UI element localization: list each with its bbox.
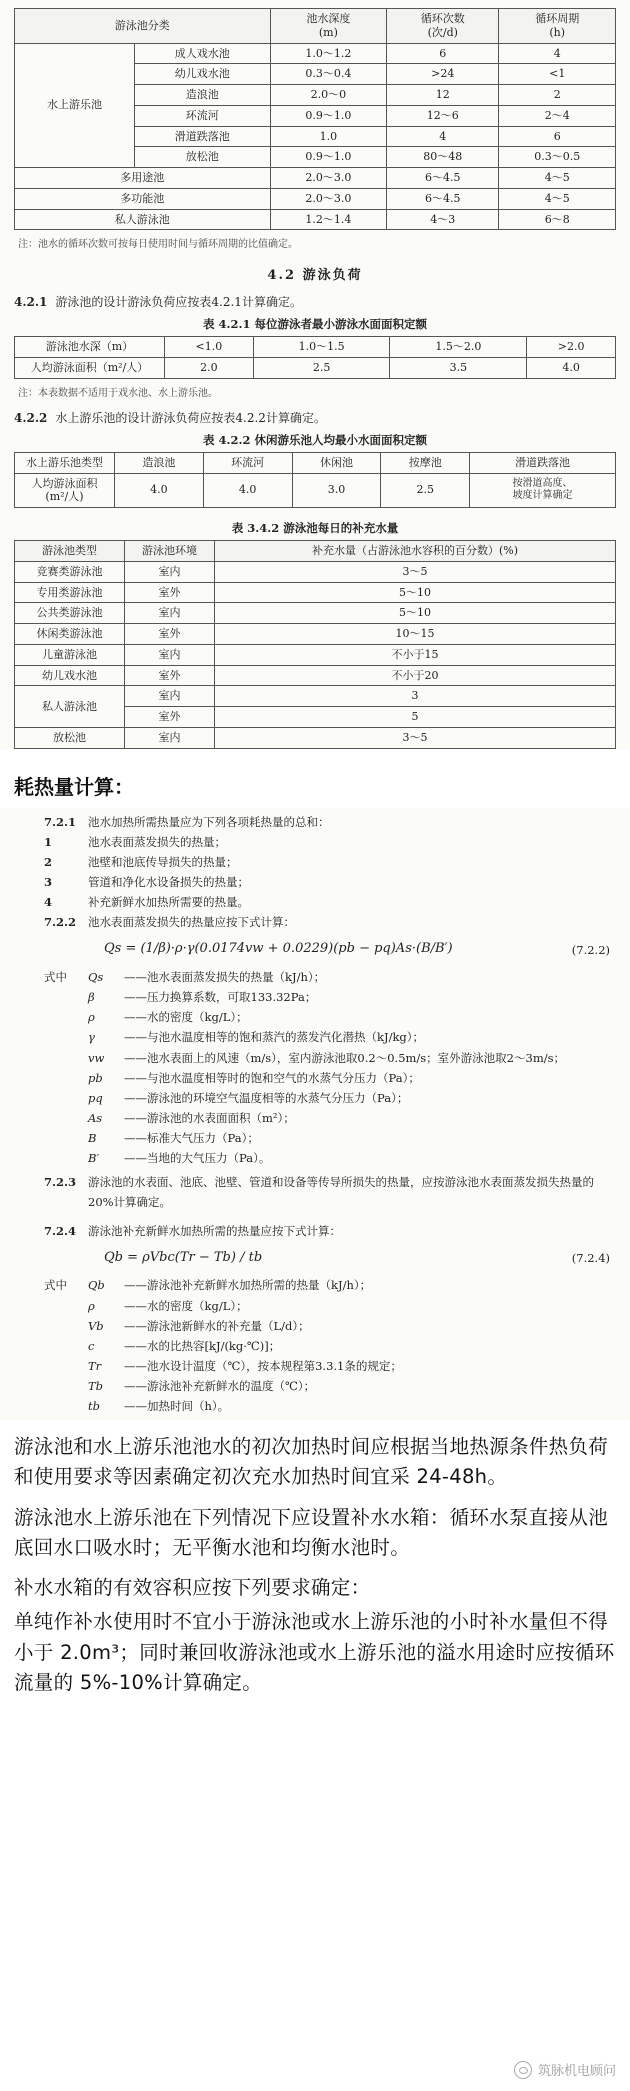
symbol: β — [88, 990, 95, 1005]
table4-cell: 儿童游泳池 — [15, 644, 125, 665]
definition-row — [44, 987, 610, 1007]
table3-cell: 2.5 — [381, 473, 470, 508]
table1-cell: 6～8 — [499, 209, 616, 230]
equation-number: (7.2.2) — [571, 942, 610, 957]
item-number: 2 — [44, 854, 53, 869]
leisure-pool-area-table — [14, 452, 616, 508]
table1-cell: 滑道跌落池 — [135, 126, 271, 147]
item-text: 池水表面蒸发损失的热量； — [88, 834, 226, 849]
definition: ——游泳池新鲜水的补充量（L/d）； — [124, 1318, 310, 1333]
table-row — [15, 358, 616, 379]
list-item — [44, 872, 610, 892]
table1-cell: 环流河 — [135, 105, 271, 126]
paragraph: 游泳池水上游乐池在下列情况下应设置补水水箱：循环水泵直接从池底回水口吸水时；无平衡水池和均衡水池时。 — [14, 1505, 609, 1559]
table4-cell: 室内 — [125, 603, 215, 624]
table1-cell: 6 — [387, 43, 499, 64]
table4-cell: 室内 — [125, 727, 215, 748]
table2-cell: 1.0～1.5 — [253, 337, 390, 358]
table1-cell: 4～3 — [387, 209, 499, 230]
clause-text: 游泳池的设计游泳负荷应按表4.2.1计算确定。 — [55, 295, 302, 310]
table1-cell: 1.0～1.2 — [270, 43, 387, 64]
table-row — [15, 561, 616, 582]
table-row — [15, 473, 616, 508]
table4-cell: 室内 — [125, 644, 215, 665]
table2-cell: 3.5 — [390, 358, 527, 379]
table4-cell: 幼儿戏水池 — [15, 665, 125, 686]
table4-cell: 3～5 — [215, 561, 616, 582]
clause-7-2-2 — [44, 912, 610, 932]
table1-group-label: 水上游乐池 — [15, 43, 135, 168]
symbol: vw — [88, 1050, 105, 1065]
definition-row — [44, 1128, 610, 1148]
table1-cell: 12～6 — [387, 105, 499, 126]
definition: ——水的密度（kg/L）； — [124, 1298, 248, 1313]
table3-cell: 按滑道高度、 坡度计算确定 — [470, 473, 616, 508]
table1-cell: 多功能池 — [15, 188, 271, 209]
symbol: pq — [88, 1090, 103, 1105]
definition: ——水的比热容[kJ/(kg·℃)]； — [124, 1338, 281, 1353]
clause-number: 7.2.2 — [44, 915, 77, 930]
wechat-icon — [514, 2061, 532, 2079]
table4-cell: 5 — [215, 707, 616, 728]
table1-cell: 4 — [499, 43, 616, 64]
table2-cell: 4.0 — [527, 358, 616, 379]
definition-row — [44, 1275, 610, 1295]
table3-cell: 4.0 — [115, 473, 204, 508]
definition: ——加热时间（h）。 — [124, 1399, 230, 1414]
table-row — [15, 582, 616, 603]
item-number: 3 — [44, 874, 53, 889]
clause-number: 4.2.2 — [14, 410, 48, 425]
table4-cell: 室外 — [125, 665, 215, 686]
clause-7-2-4 — [44, 1221, 610, 1241]
definition-row — [44, 1027, 610, 1047]
definition-row — [44, 1068, 610, 1088]
paragraph: 单纯作补水使用时不宜小于游泳池或水上游乐池的小时补水量但不得小于 2.0m³；同时兼回收游泳池或水上游乐池的溢水用途时应按循环流量的 5%-10%计算确定。 — [14, 1610, 615, 1694]
definition: ——游泳池的环境空气温度相等的水蒸气分压力（Pa）； — [124, 1090, 409, 1105]
clause-number: 7.2.3 — [44, 1175, 77, 1190]
heat-formula-block — [0, 808, 630, 1421]
definition-row — [44, 1007, 610, 1027]
table4-header: 游泳池类型 — [15, 541, 125, 562]
clause-text: 池水加热所需热量应为下列各项耗热量的总和： — [88, 814, 330, 829]
definition: ——与池水温度相等时的饱和空气的水蒸气分压力（Pa）； — [124, 1070, 420, 1085]
definition: ——游泳池的水表面面积（m²）； — [124, 1110, 295, 1125]
clause-number: 4.2.1 — [14, 295, 48, 310]
table4-cell: 室外 — [125, 624, 215, 645]
item-text: 管道和净化水设备损失的热量； — [88, 874, 249, 889]
table1-cell: 成人戏水池 — [135, 43, 271, 64]
list-item — [44, 832, 610, 852]
table1-cell: 1.2～1.4 — [270, 209, 387, 230]
table3-title: 表 4.2.2 休闲游乐池人均最小水面面积定额 — [202, 432, 428, 447]
definition-row — [44, 1108, 610, 1128]
definition: ——池水表面蒸发损失的热量（kJ/h）； — [124, 970, 326, 984]
table2-cell: 2.5 — [253, 358, 390, 379]
table4-cell: 不小于15 — [215, 644, 616, 665]
table4-cell: 3 — [215, 686, 616, 707]
body-text — [0, 1420, 630, 1700]
list-item — [44, 852, 610, 872]
definition-row — [44, 1336, 610, 1356]
table4-cell: 室外 — [125, 707, 215, 728]
table1-cell: >24 — [387, 64, 499, 85]
clause-7-2-1 — [44, 812, 610, 832]
table1-cell: 6～4.5 — [387, 168, 499, 189]
table3-cell: 休闲池 — [292, 452, 381, 473]
table1-cell: 4～5 — [499, 168, 616, 189]
symbol: c — [88, 1338, 95, 1353]
table3-cell: 人均游泳面积 (m²/人) — [15, 473, 115, 508]
table4-cell: 3～5 — [215, 727, 616, 748]
table4-cell: 公共类游泳池 — [15, 603, 125, 624]
table-row — [15, 337, 616, 358]
table2-note: 注：本表数据不适用于戏水池、水上游乐池。 — [18, 387, 218, 399]
equation-7-2-2 — [44, 932, 610, 967]
table1-cell: 0.9～1.0 — [270, 147, 387, 168]
definition: ——压力换算系数，可取133.32Pa； — [124, 990, 317, 1005]
symbol: ρ — [88, 1010, 95, 1025]
where-label: 式中 — [44, 970, 67, 984]
table4-cell: 休闲类游泳池 — [15, 624, 125, 645]
symbol: As — [88, 1110, 103, 1125]
table-row — [15, 665, 616, 686]
definition-row — [44, 1048, 610, 1068]
table3-cell: 3.0 — [292, 473, 381, 508]
clause-4-2-2 — [14, 409, 616, 426]
table1-cell: 4 — [387, 126, 499, 147]
table1-cell: 80～48 — [387, 147, 499, 168]
table1-cell: 6～4.5 — [387, 188, 499, 209]
table1-cell: 0.9～1.0 — [270, 105, 387, 126]
table4-cell: 室内 — [125, 561, 215, 582]
item-text: 池壁和池底传导损失的热量； — [88, 854, 238, 869]
list-item — [44, 892, 610, 912]
definition-row — [44, 967, 610, 987]
table4-cell: 10～15 — [215, 624, 616, 645]
table1-cell: 2.0～3.0 — [270, 188, 387, 209]
table2-cell: >2.0 — [527, 337, 616, 358]
symbol: Qs — [88, 970, 104, 984]
symbol: ρ — [88, 1298, 95, 1313]
table-row — [15, 603, 616, 624]
table4-header: 补充水量（占游泳池水容积的百分数）(%) — [215, 541, 616, 562]
table4-cell: 5～10 — [215, 582, 616, 603]
watermark-text: 筑脉机电顾问 — [537, 2064, 616, 2079]
equation-text: Qb = ρVbc(Tr − Tb) / tb — [104, 1249, 263, 1265]
paragraph: 游泳池和水上游乐池池水的初次加热时间应根据当地热源条件热负荷和使用要求等因素确定初次充水加热时间宜采 24-48h。 — [14, 1435, 609, 1489]
definition: ——水的密度（kg/L）； — [124, 1010, 248, 1025]
symbol: Vb — [88, 1318, 104, 1333]
table-row — [15, 686, 616, 707]
table4-cell: 室内 — [125, 686, 215, 707]
table3-cell: 4.0 — [203, 473, 292, 508]
symbol: Qb — [88, 1278, 105, 1293]
table1-cell: 12 — [387, 85, 499, 106]
table1-note: 注：池水的循环次数可按每日使用时间与循环周期的比值确定。 — [18, 239, 298, 251]
symbol: Tr — [88, 1358, 102, 1373]
table4-title: 表 3.4.2 游泳池每日的补充水量 — [231, 521, 399, 535]
symbol: γ — [88, 1030, 95, 1045]
definition-row — [44, 1376, 610, 1396]
table1-header: 池水深度 (m) — [270, 9, 387, 44]
definition-row — [44, 1148, 610, 1168]
table4-cell: 放松池 — [15, 727, 125, 748]
table-row — [15, 624, 616, 645]
table-row — [15, 644, 616, 665]
circulation-table — [14, 8, 616, 230]
symbol: B′ — [88, 1151, 100, 1166]
table2-cell: 人均游泳面积（m²/人） — [15, 358, 165, 379]
table1-cell: <1 — [499, 64, 616, 85]
definition: ——当地的大气压力（Pa）。 — [124, 1151, 271, 1166]
definition-row — [44, 1088, 610, 1108]
clause-4-2-1 — [14, 293, 616, 310]
table4-cell: 竞赛类游泳池 — [15, 561, 125, 582]
table1-cell: 多用途池 — [15, 168, 271, 189]
definition-row — [44, 1296, 610, 1316]
table1-cell: 0.3～0.5 — [499, 147, 616, 168]
clause-text: 游泳池的水表面、池底、池壁、管道和设备等传导所损失的热量，应按游泳池水表面蒸发损失热量的20%计算确定。 — [88, 1175, 594, 1210]
table1-cell: 6 — [499, 126, 616, 147]
definition: ——池水设计温度（℃），按本规程第3.3.1条的规定； — [124, 1358, 402, 1373]
table2-title: 表 4.2.1 每位游泳者最小游泳水面面积定额 — [202, 317, 428, 332]
table-row — [15, 188, 616, 209]
table2-cell: 游泳池水深（m） — [15, 337, 165, 358]
section-title: 4.2 游泳负荷 — [267, 268, 363, 284]
definition-row — [44, 1356, 610, 1376]
table1-cell: 2.0～0 — [270, 85, 387, 106]
table-row — [15, 727, 616, 748]
symbol: tb — [88, 1399, 100, 1414]
table1-cell: 造浪池 — [135, 85, 271, 106]
table3-cell: 环流河 — [203, 452, 292, 473]
table1-cell: 2 — [499, 85, 616, 106]
table3-cell: 造浪池 — [115, 452, 204, 473]
definition: ——与池水温度相等的饱和蒸汽的蒸发汽化潜热（kJ/kg）； — [124, 1030, 425, 1045]
where-label: 式中 — [44, 1278, 67, 1293]
table1-block — [0, 0, 630, 749]
table1-cell: 1.0 — [270, 126, 387, 147]
definition: ——游泳池补充新鲜水加热所需的热量（kJ/h）； — [124, 1278, 372, 1293]
table4-header: 游泳池环境 — [125, 541, 215, 562]
item-number: 1 — [44, 834, 53, 849]
table1-cell: 2.0～3.0 — [270, 168, 387, 189]
equation-number: (7.2.4) — [571, 1250, 610, 1265]
equation-7-2-4 — [44, 1241, 610, 1276]
table1-cell: 私人游泳池 — [15, 209, 271, 230]
table-row — [15, 452, 616, 473]
table1-header: 循环周期 (h) — [499, 9, 616, 44]
table4-cell: 不小于20 — [215, 665, 616, 686]
table4-cell: 专用类游泳池 — [15, 582, 125, 603]
equation-text: Qs = (1/β)·ρ·γ(0.0174vw + 0.0229)(pb − pq)As·(B/B′) — [104, 941, 453, 957]
table-row — [15, 168, 616, 189]
table1-cell: 2～4 — [499, 105, 616, 126]
paragraph: 补水水箱的有效容积应按下列要求确定： — [14, 1576, 371, 1600]
table1-header: 游泳池分类 — [15, 9, 271, 44]
item-number: 4 — [44, 895, 53, 909]
table4-cell: 室外 — [125, 582, 215, 603]
table4-cell: 私人游泳池 — [15, 686, 125, 728]
symbol: Tb — [88, 1379, 104, 1393]
clause-text: 游泳池补充新鲜水加热所需的热量应按下式计算： — [88, 1223, 341, 1238]
definition-row — [44, 1396, 610, 1416]
table1-cell: 4～5 — [499, 188, 616, 209]
table3-cell: 按摩池 — [381, 452, 470, 473]
clause-text: 池水表面蒸发损失的热量应按下式计算： — [88, 915, 295, 930]
table2-cell: 2.0 — [165, 358, 254, 379]
table-row — [15, 43, 616, 64]
swim-area-table — [14, 336, 616, 379]
table1-header: 循环次数 (次/d) — [387, 9, 499, 44]
definition: ——游泳池补充新鲜水的温度（℃）； — [124, 1379, 316, 1393]
clause-7-2-3 — [44, 1172, 610, 1212]
table2-cell: 1.5～2.0 — [390, 337, 527, 358]
watermark — [514, 2060, 616, 2079]
clause-text: 水上游乐池的设计游泳负荷应按表4.2.2计算确定。 — [55, 410, 326, 425]
table-row — [15, 209, 616, 230]
symbol: pb — [88, 1070, 103, 1085]
table2-cell: <1.0 — [165, 337, 254, 358]
table4-cell: 5～10 — [215, 603, 616, 624]
table3-cell: 滑道跌落池 — [470, 452, 616, 473]
table1-cell: 放松池 — [135, 147, 271, 168]
symbol: B — [88, 1131, 97, 1145]
table1-cell: 幼儿戏水池 — [135, 64, 271, 85]
table1-cell: 0.3～0.4 — [270, 64, 387, 85]
clause-number: 7.2.4 — [44, 1223, 77, 1238]
definition: ——池水表面上的风速（m/s），室内游泳池取0.2～0.5m/s；室外游泳池取2～3m/s； — [124, 1050, 566, 1065]
clause-number: 7.2.1 — [44, 814, 77, 829]
heat-heading: 耗热量计算： — [14, 774, 134, 799]
table3-cell: 水上游乐池类型 — [15, 452, 115, 473]
makeup-water-table — [14, 540, 616, 749]
item-text: 补充新鲜水加热所需要的热量。 — [88, 895, 249, 909]
definition-row — [44, 1316, 610, 1336]
definition: ——标准大气压力（Pa）； — [124, 1131, 259, 1145]
